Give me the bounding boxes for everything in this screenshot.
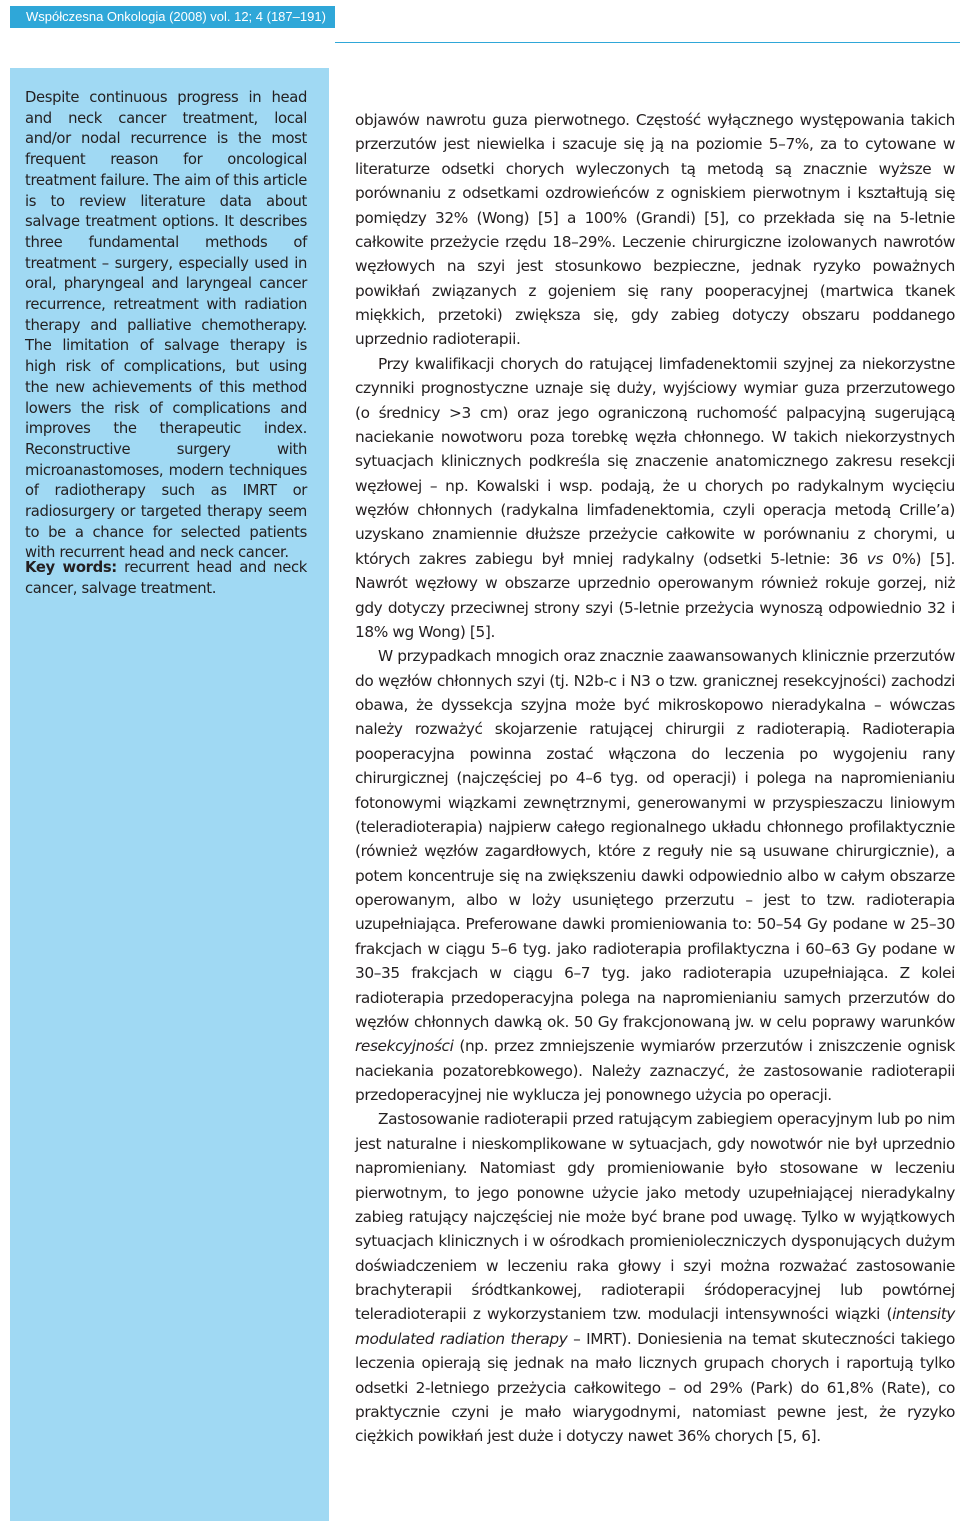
paragraph-2 [355,352,955,645]
paragraph-4-part-b: – IMRT). Doniesienia na temat skuteczności takiego leczenia opierają się jednak na mało licznych grupach chorych i raportują tylko odsetki 2-letniego przeżycia całkowitego – od 29% (Park) do 61,8% (Rate), co praktycznie czyni je mało wiarygodnymi, natomiast pewne jest, że ryzyko ciężkich powikłań jest duże i dotyczy nawet 36% chorych [5, 6]. [355,1329,955,1446]
keywords-label: Key words: [25,559,117,576]
paragraph-4 [355,1107,955,1448]
paragraph-3-italic: resekcyjności [355,1037,454,1056]
keywords [25,558,307,599]
paragraph-3-part-a: W przypadkach mnogich oraz znacznie zaawansowanych klinicznie przerzutów do węzłów chłonnych szyi (tj. N2b-c i N3 o tzw. granicznej resekcyjności) zachodzi obawa, że dyssekcja szyjna może być mikroskopowo nieradykalna – wówczas należy rozważyć skojarzenie ratującej chirurgii z radioterapią. Radioterapia pooperacyjna powinna zostać włączona do leczenia po wygojeniu rany chirurgicznej (najczęściej po 4–6 tyg. od operacji) i polega na napromienianiu fotonowymi wiązkami zewnętrznymi, generowanymi w przyspieszaczu liniowym (teleradioterapia) najpierw całego regionalnego układu chłonnego profilaktycznie (również węzłów zagardłowych, które z reguły nie są usuwane chirurgicznie), a potem koncentruje się na zwiększeniu dawki odpowiednio albo w całym obszarze operowanym, albo w loży usuniętego przerzutu – jest to tzw. radioterapia uzupełniająca. Preferowane dawki promieniowania to: 50–54 Gy podane w 25–30 frakcjach w ciągu 5–6 tyg. jako radioterapia profilaktyczna i 60–63 Gy podane w 30–35 frakcjach w ciągu 6–7 tyg. jako radioterapia uzupełniająca. Z kolei radioterapia przedoperacyjna polega na napromienianiu samych przerzutów do węzłów chłonnych dawką ok. 50 Gy frakcjonowaną jw. w celu poprawy warunków [355,647,955,1031]
paragraph-2-part-b: 0%) [5]. Nawrót węzłowy w obszarze uprzednio operowanym również rokuje gorzej, niż gdy dotyczy przeciwnej strony szyi (5-letnie przeżycia wynoszą odpowiednio 32 i 18% wg Wong) [5]. [355,549,955,641]
abstract-text: Despite continuous progress in head and neck cancer treatment, local and/or nodal recurrence is the most frequent reason for oncological treatment failure. The aim of this article is to review literature data about salvage treatment options. It describes three fundamental methods of treatment – surgery, especially used in oral, pharyngeal and laryngeal cancer recurrence, retreatment with radiation therapy and palliative chemotherapy. The limitation of salvage therapy is high risk of complications, but using the new achievements of this method lowers the risk of complications and improves the therapeutic index. Reconstructive surgery with microanastomoses, modern techniques of radiotherapy such as IMRT or radiosurgery or targeted therapy seem to be a chance for selected patients with recurrent head and neck cancer. [25,89,307,562]
article-column [355,108,955,1449]
keywords-text: recurrent head and neck cancer, salvage treatment. [25,559,307,597]
paragraph-4-part-a: Zastosowanie radioterapii przed ratującym zabiegiem operacyjnym lub po nim jest naturalne i nieskomplikowane w sytuacjach, gdy nowotwór nie był uprzednio napromieniany. Natomiast gdy promieniowanie było stosowane w leczeniu pierwotnym, to jego ponowne użycie jako metody uzupełniającej nieradykalny zabieg ratujący najczęściej nie może być brane pod uwagę. Tylko w wyjątkowych sytuacjach klinicznych i w ośrodkach promienioleczniczych dysponujących dużym doświadczeniem w leczeniu raka głowy i szyi można rozważać zastosowanie brachyterapii śródtkankowej, radioterapii śródoperacyjnej lub powtórnej teleradioterapii z wykorzystaniem tzw. modulacji intensywności wiązki ( [355,1110,955,1324]
paragraph-4-italic: intensity modulated radiation therapy [355,1305,955,1348]
paragraph-3-part-b: (np. przez zmniejszenie wymiarów przerzutów i zniszczenie ognisk naciekania pozatorebkowego). Należy zaznaczyć, że zastosowanie radioterapii przedoperacyjnej nie wyklucza jej ponownego użycia po operacji. [355,1037,955,1104]
paragraph-2-part-a: Przy kwalifikacji chorych do ratującej limfadenektomii szyjnej za niekorzystne czynniki prognostyczne uznaje się duży, wyjściowy wymiar guza przerzutowego (o średnicy >3 cm) oraz jego ograniczoną ruchomość palpacyjną sugerującą naciekanie nowotworu poza torebkę węzła chłonnego. W takich niekorzystnych sytuacjach klinicznych podkreśla się znaczenie anatomicznego zakresu resekcji węzłowej – np. Kowalski i wsp. podają, że u chorych po radykalnym wycięciu węzłów chłonnych (radykalna limfadenektomia, czyli operacja metodą Crille’a) uzyskano znamiennie dłuższe przeżycie całkowite w porównaniu z chorymi, u których zakres zabiegu był mniej radykalny (odsetki 5-letnie: 36 [355,354,955,568]
journal-header [10,6,335,28]
paragraph-1: objawów nawrotu guza pierwotnego. Częstość wyłącznego występowania takich przerzutów jest niewielka i szacuje się ją na poziomie 5–7%, za to cytowane w literaturze odsetki chorych wyleczonych tą metodą są znacznie wyższe w porównaniu z odsetkami ozdrowieńców z ogniskiem pierwotnym i kształtują się pomiędzy 32% (Wong) [5] a 100% (Grandi) [5], co przekłada się na 5-letnie całkowite przeżycie rzędu 18–29%. Leczenie chirurgiczne izolowanych nawrotów węzłowych na szyi jest stosunkowo bezpieczne, jednak ryzyko poważnych powikłań związanych z gojeniem się rany pooperacyjnej (martwica tkanek miękkich, przetoki) zwiększa się, gdy zabieg dotyczy obszaru poddanego uprzednio radioterapii. [355,111,955,349]
journal-citation: Współczesna Onkologia (2008) vol. 12; 4 (187–191) [26,9,326,24]
paragraph-3 [355,644,955,1107]
paragraph-2-vs: vs [866,549,884,568]
header-rule [335,42,960,43]
